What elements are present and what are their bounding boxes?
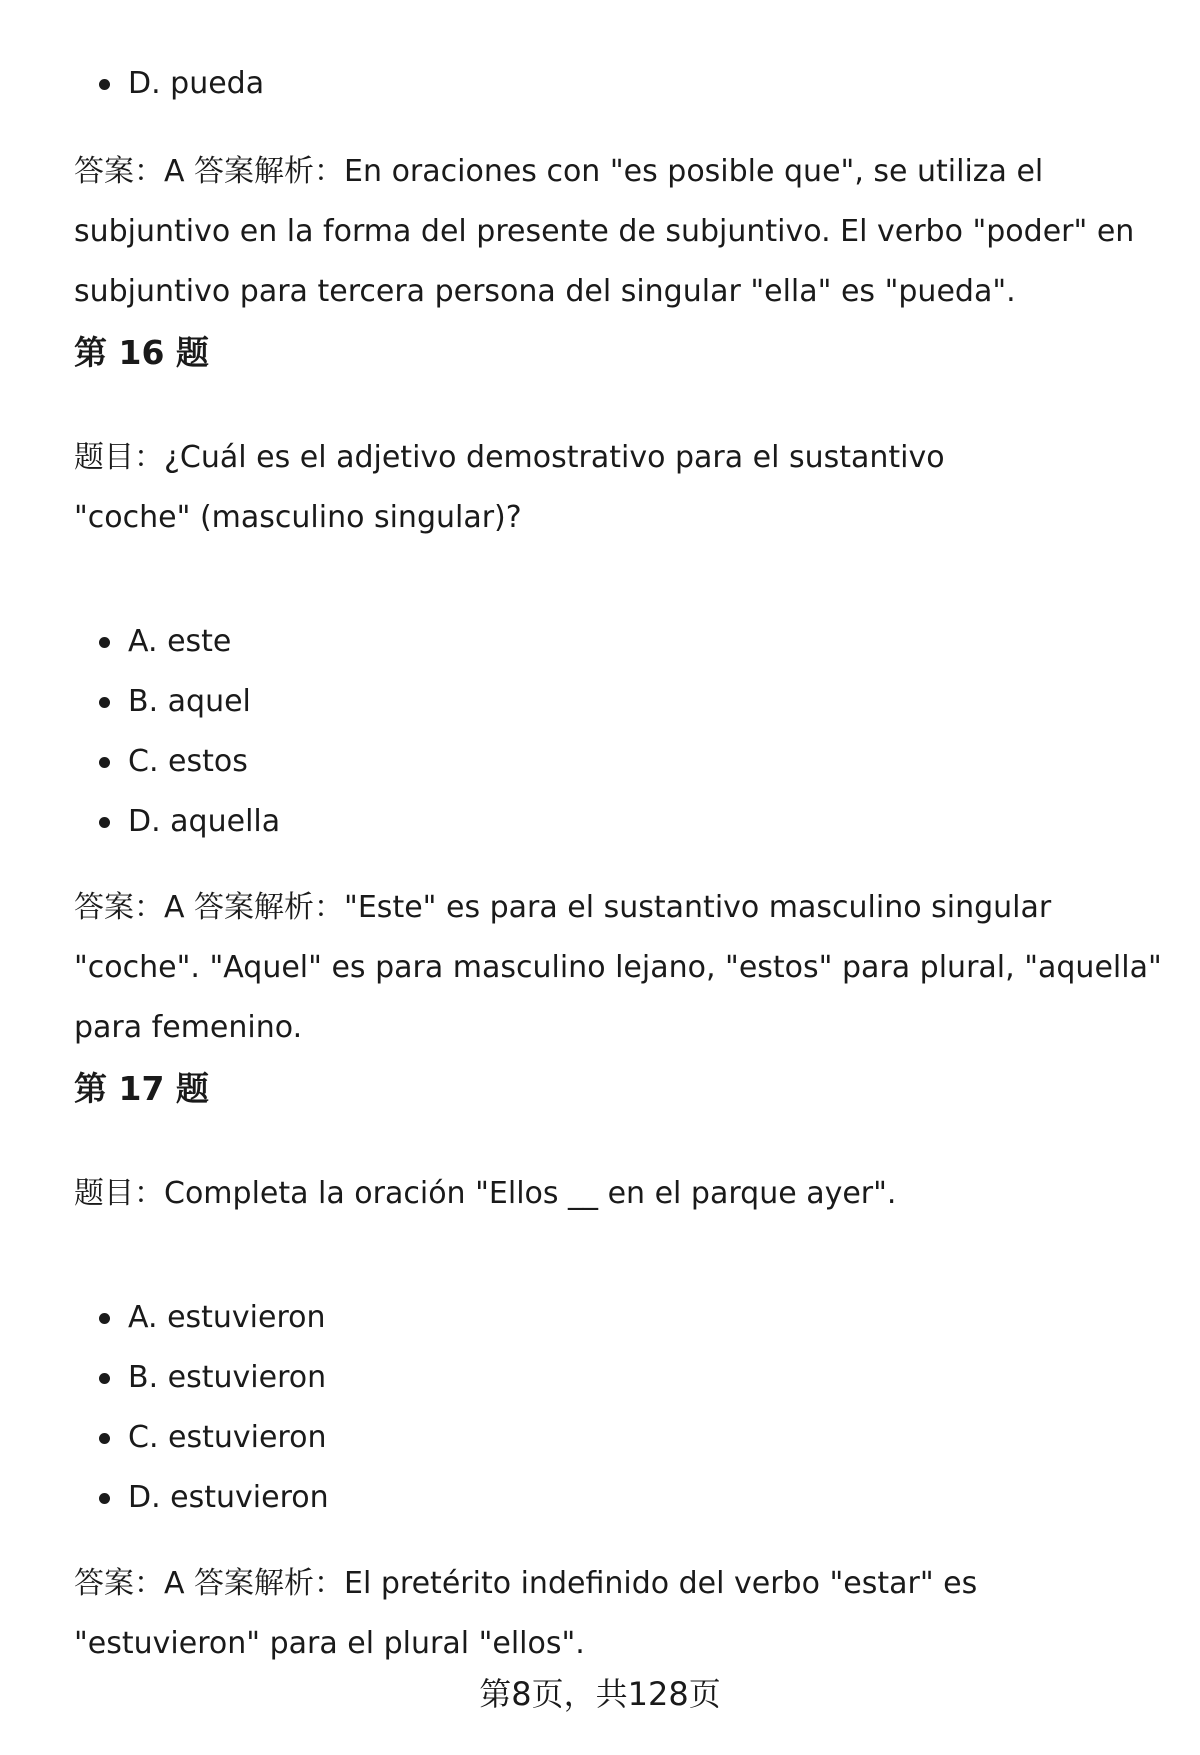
list-item xyxy=(74,612,280,672)
bullet-icon xyxy=(99,1313,110,1324)
bullet-icon xyxy=(99,817,110,828)
answer-explanation-q17: 答案：A 答案解析：El pretérito indefinido del verbo "estar" es "estuvieron" para el plural "ellos". xyxy=(74,1566,978,1661)
list-item xyxy=(74,54,264,114)
bullet-icon xyxy=(99,757,110,768)
list-item xyxy=(74,1408,329,1468)
bullet-icon xyxy=(99,79,110,90)
option-label: B. aquel xyxy=(128,684,251,719)
option-label: B. estuvieron xyxy=(128,1360,327,1395)
option-label: C. estos xyxy=(128,744,248,779)
answer-explanation-q16: 答案：A 答案解析："Este" es para el sustantivo masculino singular "coche". "Aquel" es para masculino lejano, "estos" para plural, "aquella" para femenino. xyxy=(74,890,1162,1045)
list-item xyxy=(74,672,280,732)
option-list-q17 xyxy=(74,1288,329,1528)
question-heading-17: 第 17 题 xyxy=(74,1069,209,1108)
option-list-q16 xyxy=(74,612,280,852)
option-label: C. estuvieron xyxy=(128,1420,327,1455)
list-item xyxy=(74,792,280,852)
option-label: A. estuvieron xyxy=(128,1300,326,1335)
option-label: D. pueda xyxy=(128,66,265,101)
question-text-17: 题目：Completa la oración "Ellos __ en el parque ayer". xyxy=(74,1176,897,1211)
question-text-16: 题目：¿Cuál es el adjetivo demostrativo para el sustantivo "coche" (masculino singular)? xyxy=(74,440,945,535)
list-item xyxy=(74,732,280,792)
option-list-q15 xyxy=(74,54,264,114)
question-heading-16: 第 16 题 xyxy=(74,333,209,372)
option-label: A. este xyxy=(128,624,232,659)
list-item xyxy=(74,1288,329,1348)
option-label: D. aquella xyxy=(128,804,281,839)
list-item xyxy=(74,1468,329,1528)
bullet-icon xyxy=(99,1373,110,1384)
bullet-icon xyxy=(99,637,110,648)
bullet-icon xyxy=(99,697,110,708)
option-label: D. estuvieron xyxy=(128,1480,329,1515)
bullet-icon xyxy=(99,1493,110,1504)
answer-explanation-q15: 答案：A 答案解析：En oraciones con "es posible que", se utiliza el subjuntivo en la forma del presente de subjuntivo. El verbo "poder" en subjuntivo para tercera persona del singular "ella" es "pueda". xyxy=(74,154,1135,309)
bullet-icon xyxy=(99,1433,110,1444)
page-number-footer: 第8页，共128页 xyxy=(479,1675,721,1713)
list-item xyxy=(74,1348,329,1408)
